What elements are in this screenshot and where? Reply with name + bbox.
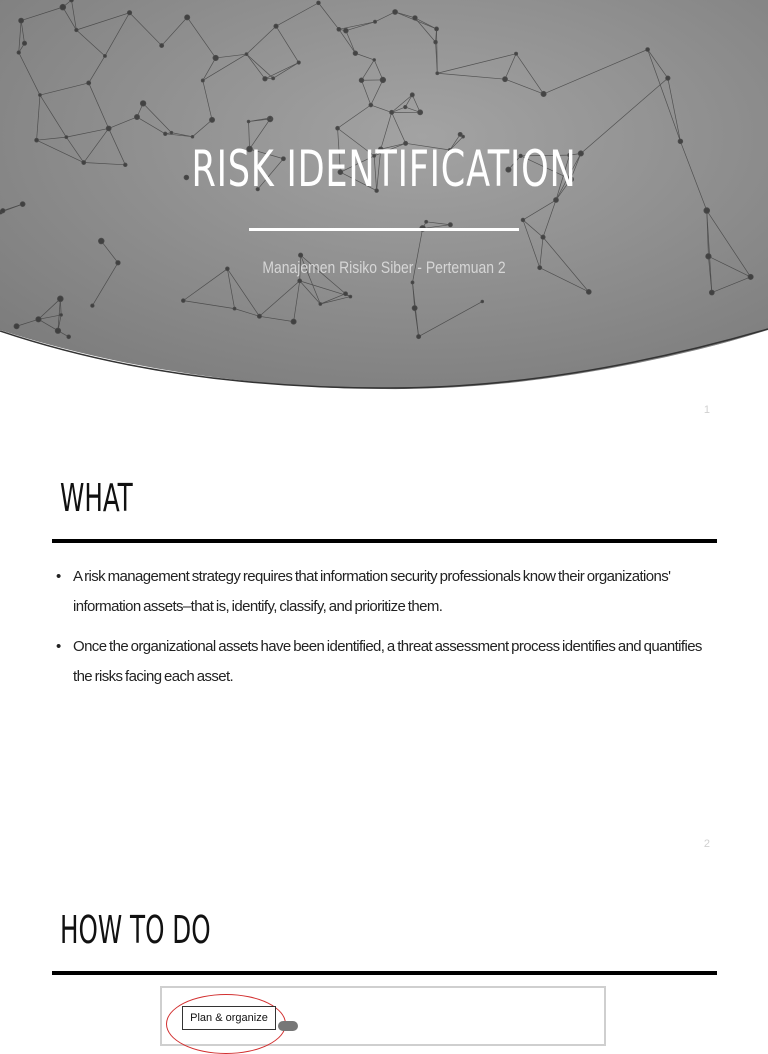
slide-title: RISK IDENTIFICATION [84,140,683,198]
network-node [586,289,591,294]
page-number-2: 2 [704,838,710,850]
bullet-list [56,562,706,702]
network-node [411,281,414,284]
network-node [553,197,558,202]
network-node [181,299,185,303]
heading-divider [52,971,717,975]
network-node [291,319,296,324]
network-node [435,27,439,31]
network-node [514,52,517,55]
network-node [434,40,438,44]
network-node [343,292,347,296]
network-node [91,304,95,308]
network-node [748,274,753,279]
network-node [704,208,710,214]
network-node [502,77,507,82]
network-node [103,54,106,57]
network-node [35,138,39,142]
network-node [247,120,250,123]
network-node [160,43,164,47]
network-node [17,51,21,55]
network-node [343,28,348,33]
network-node [233,307,236,310]
network-node [269,116,272,119]
page-number-1: 1 [704,404,710,416]
diagram-box: Plan & organize [182,1006,276,1030]
bullet-item: • Once the organizational assets have been identified, a threat assessment process identifies and quantifies the risks facing each asset. [56,632,706,692]
network-node [87,81,91,85]
network-node [134,114,139,119]
network-node [709,290,714,295]
network-node [69,0,73,2]
network-node [298,279,302,283]
network-node [140,101,146,107]
network-node [213,55,219,61]
network-node [706,254,712,260]
network-node [416,334,420,338]
network-node [1,208,5,212]
network-node [373,20,376,23]
network-node [57,296,63,302]
network-node [55,328,61,334]
network-node [412,305,417,310]
network-node [201,79,204,82]
network-node [106,126,111,131]
network-node [390,110,394,114]
network-node [257,314,261,318]
network-node [353,51,358,56]
bullet-icon: • [56,632,61,662]
network-node [380,77,386,83]
network-node [14,324,19,329]
network-node [297,61,300,64]
network-node [36,317,41,322]
arrow-icon [278,1021,298,1031]
network-node [98,238,104,244]
network-node [65,136,68,139]
network-node [666,76,671,81]
network-node [245,53,248,56]
network-node [60,4,66,10]
process-diagram [160,986,606,1046]
network-node [418,110,423,115]
network-node [349,295,352,298]
network-node [274,24,278,28]
network-node [448,223,452,227]
network-node [19,18,24,23]
section-heading-what: WHAT [60,476,133,520]
network-node [481,300,484,303]
network-node [541,91,546,96]
network-node [38,94,41,97]
network-node [413,16,418,21]
network-node [410,93,414,97]
network-node [263,77,268,82]
network-node [67,335,71,339]
network-node [436,72,439,75]
network-node [336,126,340,130]
bullet-icon: • [56,562,61,592]
network-node [319,302,322,305]
network-node [209,117,214,122]
network-node [22,41,26,45]
section-heading-how-to-do: HOW TO DO [60,908,211,952]
network-node [369,103,373,107]
network-node [337,27,341,31]
network-node [393,9,398,14]
network-node [373,59,376,62]
network-node [425,220,428,223]
network-node [75,28,79,32]
network-node [646,48,650,52]
network-node [359,78,364,83]
network-node [541,235,545,239]
network-node [317,1,321,5]
network-node [458,132,462,136]
network-node [191,135,194,138]
title-slide [0,0,768,395]
heading-divider [52,539,717,543]
network-node [170,131,173,134]
slide-subtitle: Manajemen Risiko Siber - Pertemuan 2 [69,258,699,278]
network-node [521,218,525,222]
network-node [163,132,167,136]
network-node [298,253,302,257]
title-divider [249,228,519,231]
network-node [127,10,131,14]
network-node [272,77,275,80]
network-node [20,202,25,207]
network-node [60,313,63,316]
network-node [185,15,190,20]
network-node [404,105,408,109]
bullet-item: • A risk management strategy requires that information security professionals know their organizations' information assets–that is, identify, classify, and prioritize them. [56,562,706,622]
